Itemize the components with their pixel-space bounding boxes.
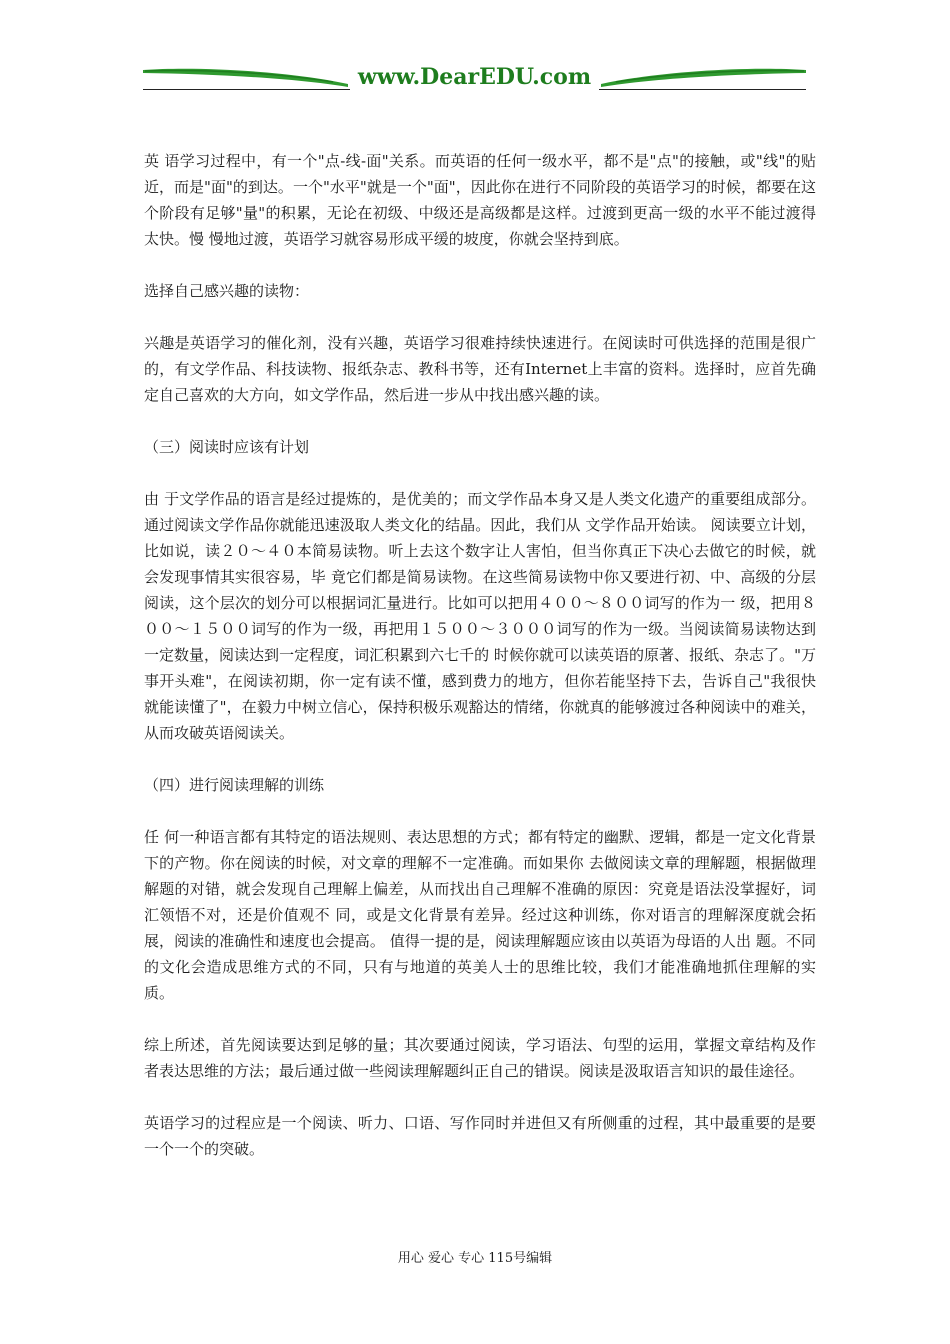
- page-footer: 用心 爱心 专心 115号编辑: [397, 1251, 553, 1266]
- paragraph-comprehension-training: 任 何一种语言都有其特定的语法规则、表达思想的方式；都有特定的幽默、逻辑，都是一定文化背景下的产物。你在阅读的时候，对文章的理解不一定准确。而如果你 去做阅读文章的理解题，根据做理解题的对错，就会发现自己理解上偏差，从而找出自己理解不准确的原因：究竟是语法没掌握好，词汇领悟不对，还是价值观不 同，或是文化背景有差异。经过这种训练，你对语言的理解深度就会拓展，阅读的准确性和速度也会提高。 值得一提的是，阅读理解题应该由以英语为母语的人出 题。不同的文化会造成思维方式的不同，只有与地道的英美人士的思维比较，我们才能准确地抓住理解的实质。: [144, 828, 816, 1002]
- paragraph-conclusion: 英语学习的过程应是一个阅读、听力、口语、写作同时并进但又有所侧重的过程，其中最重要的是要一个一个的突破。: [144, 1114, 816, 1158]
- article-body: [144, 148, 816, 1188]
- paragraph-point-line-surface: 英 语学习过程中，有一个"点-线-面"关系。而英语的任何一级水平，都不是"点"的接触，或"线"的贴近，而是"面"的到达。一个"水平"就是一个"面"，因此你在进行不同阶段的英语学习的时候，都要在这个阶段有足够"量"的积累，无论在初级、中级还是高级都是这样。过渡到更高一级的水平不能过渡得太快。慢 慢地过渡，英语学习就容易形成平缓的坡度，你就会坚持到底。: [144, 152, 816, 248]
- paragraph-summary: 综上所述，首先阅读要达到足够的量；其次要通过阅读，学习语法、句型的运用，掌握文章结构及作者表达思维的方法；最后通过做一些阅读理解题纠正自己的错误。阅读是汲取语言知识的最佳途径。: [144, 1036, 816, 1080]
- section-heading-4: （四）进行阅读理解的训练: [144, 776, 325, 794]
- brand-logo-text: www.DearEDU.com: [143, 64, 806, 90]
- subheading-choose-reading: 选择自己感兴趣的读物：: [144, 282, 310, 300]
- paragraph-interest: 兴趣是英语学习的催化剂，没有兴趣，英语学习很难持续快速进行。在阅读时可供选择的范围是很广的，有文学作品、科技读物、报纸杂志、教科书等，还有Internet上丰富的资料。选择时，应首先确定自己喜欢的大方向，如文学作品，然后进一步从中找出感兴趣的读。: [144, 334, 816, 404]
- paragraph-reading-plan: 由 于文学作品的语言是经过提炼的，是优美的；而文学作品本身又是人类文化遗产的重要组成部分。通过阅读文学作品你就能迅速汲取人类文化的结晶。因此，我们从 文学作品开始读。 阅读要立计划，比如说，读２０～４０本简易读物。听上去这个数字让人害怕，但当你真正下决心去做它的时候，就会发现事情其实很容易，毕 竟它们都是简易读物。在这些简易读物中你又要进行初、中、高级的分层阅读，这个层次的划分可以根据词汇量进行。比如可以把用４００～８００词写的作为一 级，把用８００～１５００词写的作为一级，再把用１５００～３０００词写的作为一级。当阅读简易读物达到一定数量，阅读达到一定程度，词汇积累到六七千的 时候你就可以读英语的原著、报纸、杂志了。"万事开头难"，在阅读初期，你一定有读不懂，感到费力的地方，但你若能坚持下去，告诉自己"我很快就能读懂了"，在毅力中树立信心，保持积极乐观豁达的情绪，你就真的能够渡过各种阅读中的难关，从而攻破英语阅读关。: [144, 490, 816, 742]
- page-header: [143, 62, 806, 94]
- section-heading-3: （三）阅读时应该有计划: [144, 438, 310, 456]
